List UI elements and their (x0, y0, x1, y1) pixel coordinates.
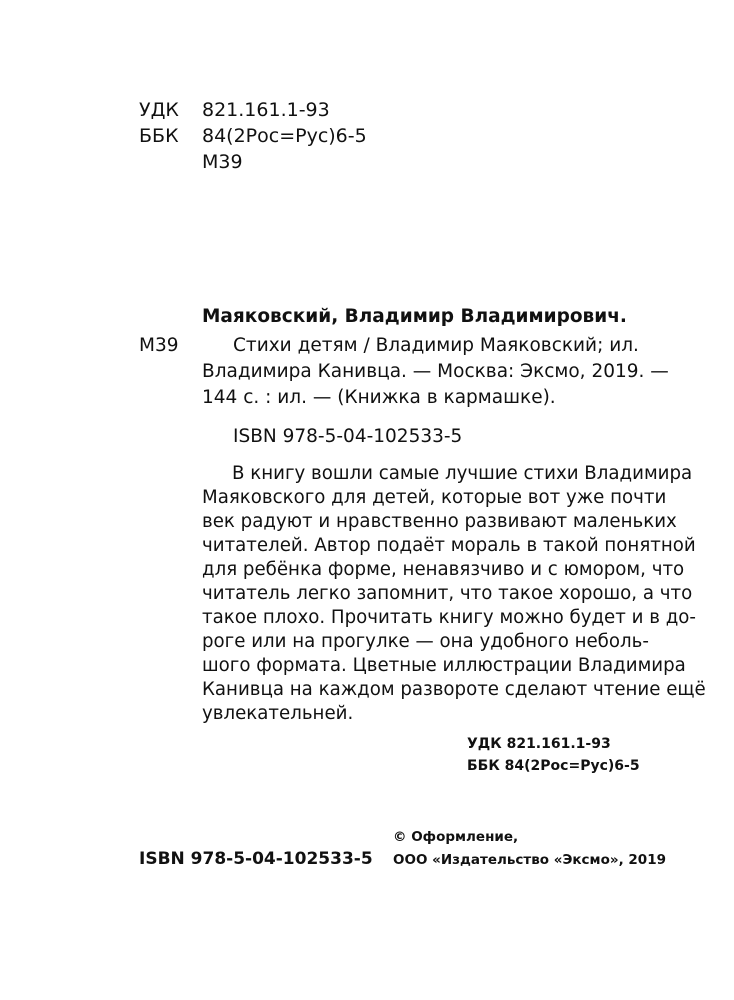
abstract-line: век радуют и нравственно развивают маленьких (202, 511, 677, 532)
abstract-line: Канивца на каждом развороте сделают чтение ещё (202, 679, 706, 700)
author-heading: Маяковский, Владимир Владимирович. (202, 306, 627, 327)
udk-value: 821.161.1-93 (202, 99, 330, 121)
abstract-line: шого формата. Цветные иллюстрации Владимира (202, 655, 686, 676)
description-line-3: 144 с. : ил. — (Книжка в кармашке). (202, 387, 556, 408)
bbk-value: 84(2Рос=Рус)6-5 (202, 125, 367, 147)
author-mark-top: М39 (202, 151, 243, 173)
footer-bbk: ББК 84(2Рос=Рус)6-5 (467, 758, 640, 774)
udk-label: УДК (139, 99, 179, 121)
abstract-line: увлекательней. (202, 703, 354, 724)
abstract-line: читателей. Автор подаёт мораль в такой понятной (202, 535, 696, 556)
description-line-1: Стихи детям / Владимир Маяковский; ил. (233, 335, 639, 356)
description-line-2: Владимира Канивца. — Москва: Эксмо, 2019. — (202, 361, 669, 382)
footer-udk: УДК 821.161.1-93 (467, 736, 611, 752)
copyright-line-2: ООО «Издательство «Эксмо», 2019 (393, 852, 666, 868)
abstract-line: роге или на прогулке — она удобного неболь- (202, 631, 649, 652)
abstract-line: читатель легко запомнит, что такое хорошо, а что (202, 583, 693, 604)
author-mark-record: М39 (139, 335, 179, 356)
abstract-paragraph (202, 462, 706, 726)
isbn-record: ISBN 978-5-04-102533-5 (233, 426, 463, 447)
abstract-line: В книгу вошли самые лучшие стихи Владимира (232, 463, 693, 484)
abstract-line: Маяковского для детей, которые вот уже почти (202, 487, 667, 508)
abstract-line: для ребёнка форме, ненавязчиво и с юмором, что (202, 559, 685, 580)
abstract-line: такое плохо. Прочитать книгу можно будет и в до- (202, 607, 696, 628)
bbk-label: ББК (139, 125, 179, 147)
isbn-bottom: ISBN 978-5-04-102533-5 (139, 849, 373, 869)
copyright-line-1: © Оформление, (393, 829, 519, 845)
